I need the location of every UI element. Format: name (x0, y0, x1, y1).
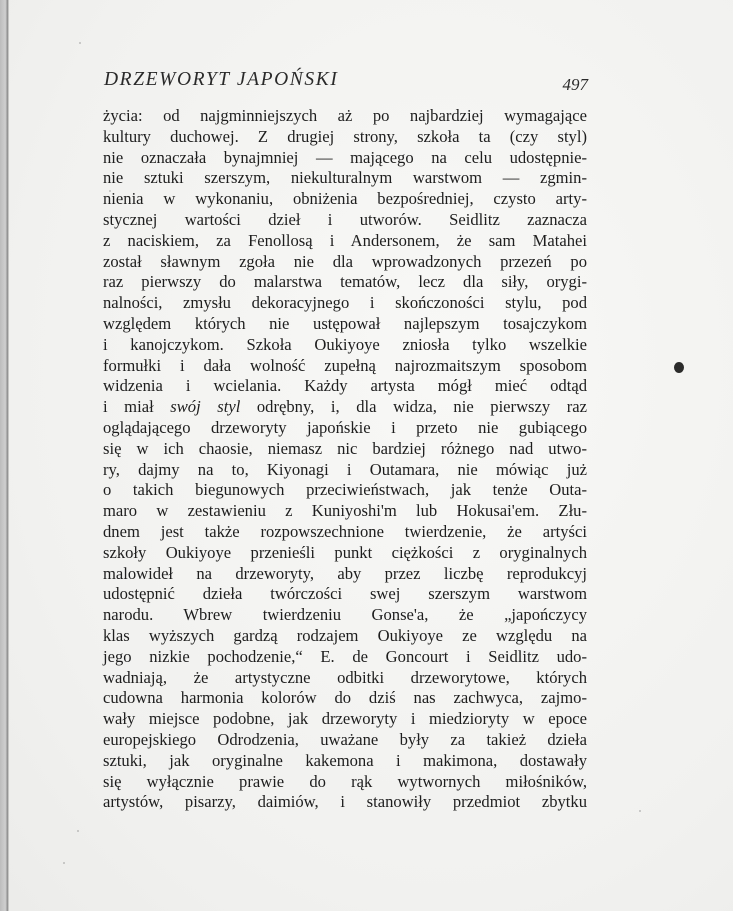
text-line: się wyłącznie prawie do rąk wytwornych miłośników, (103, 771, 587, 791)
paper-speck (77, 830, 79, 832)
paper-speck (79, 42, 81, 44)
text-line: widzenia i wcielania. Każdy artysta mógł mieć odtąd (103, 376, 587, 396)
running-head (104, 69, 588, 95)
text-line: się w ich chaosie, niemasz nic bardziej różnego nad utwo- (103, 438, 587, 458)
text-line: został sławnym zgoła nie dla wprowadzonych przezeń po (103, 251, 587, 271)
text-line: i miał swój styl odrębny, i, dla widza, nie pierwszy raz (103, 397, 588, 417)
text-line: artystów, pisarzy, daimiów, i stanowiły przedmiot zbytku (103, 792, 587, 812)
text-line: formułki i dała wolność zupełną najrozmaitszym sposobom (103, 355, 587, 375)
text-line: życia: od najgminniejszych aż po najbardziej wymagające (103, 106, 587, 125)
text-line: względem których nie ustępował najlepszym tosajczykom (103, 313, 587, 333)
text-line: narodu. Wbrew twierdzeniu Gonse'a, że „japończycy (103, 605, 587, 625)
text-line: o takich biegunowych przeciwieństwach, jak tenże Outa- (103, 480, 587, 500)
text-line: nie sztuki szerszym, niekulturalnym warstwom — zgmin- (103, 168, 587, 188)
text-line: nienia w wykonaniu, obniżenia bezpośredniej, czysto arty- (103, 189, 587, 209)
text-line: szkoły Oukiyoye przenieśli punkt ciężkości z oryginalnych (103, 542, 587, 562)
text-line: udostępnić dzieła twórczości swej szerszym warstwom (103, 584, 587, 604)
text-line: nie oznaczała bynajmniej — mającego na celu udostępnie- (103, 147, 587, 167)
text-line: europejskiego Odrodzenia, uważane były za takież dzieła (103, 729, 587, 749)
book-gutter-edge (0, 0, 9, 911)
text-line: oglądającego drzeworyty japońskie i przeto nie gubiącego (103, 417, 587, 437)
text-line: i kanojczykom. Szkoła Oukiyoye zniosła tylko wszelkie (103, 334, 587, 354)
text-line: cudowna harmonia kolorów do dziś nas zachwyca, zajmo- (103, 688, 587, 708)
text-line: raz pierwszy do malarstwa tematów, lecz dla siły, orygi- (103, 272, 587, 292)
text-line: sztuki, jak oryginalne kakemona i makimona, dostawały (103, 750, 587, 770)
text-line: z naciskiem, za Fenollosą i Andersonem, że sam Matahei (103, 230, 587, 250)
text-line: wały miejsce podobne, jak drzeworyty i miedzioryty w epoce (103, 709, 587, 729)
margin-ink-dot (674, 362, 684, 373)
text-line: jego nizkie pochodzenie,“ E. de Goncourt i Seidlitz udo- (103, 646, 587, 666)
text-line: wadniają, że artystyczne odbitki drzeworytowe, których (103, 667, 587, 687)
body-text (103, 106, 587, 813)
text-line: kultury duchowej. Z drugiej strony, szkoła ta (czy styl) (103, 126, 587, 146)
italic-emphasis: swój styl (170, 397, 241, 417)
text-line: nalności, zmysłu dekoracyjnego i skończoności stylu, pod (103, 293, 587, 313)
text-line: ry, dajmy na to, Kiyonagi i Outamara, nie mówiąc już (103, 459, 587, 479)
page-number: 497 (562, 75, 588, 94)
text-line: dnem jest także rozpowszechnione twierdzenie, że artyści (103, 521, 587, 541)
paper-speck (63, 862, 65, 864)
running-title: DRZEWORYT JAPOŃSKI (104, 69, 339, 90)
text-line: maro w zestawieniu z Kuniyoshi'm lub Hokusai'em. Złu- (103, 501, 587, 521)
text-line: stycznej wartości dzieł i utworów. Seidlitz zaznacza (103, 209, 587, 229)
text-line: klas wyższych gardzą rodzajem Oukiyoye ze względu na (103, 625, 587, 645)
paper-speck (639, 810, 641, 812)
text-line: malowideł na drzeworyty, aby przez liczbę reprodukcyj (103, 563, 587, 583)
